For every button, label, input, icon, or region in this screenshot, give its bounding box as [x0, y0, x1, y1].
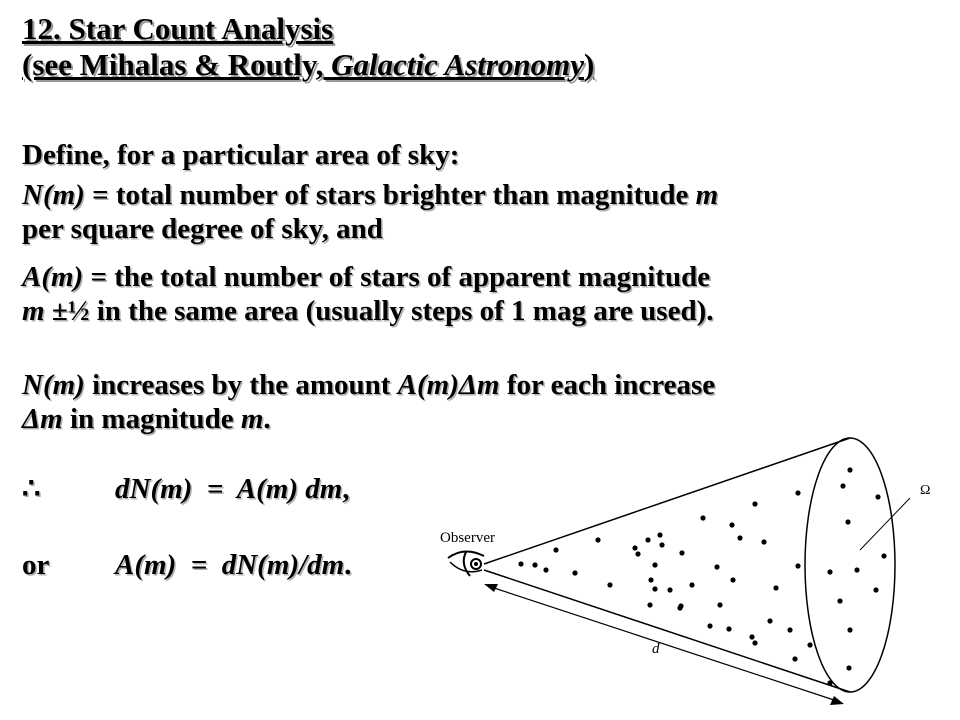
star-dot	[795, 563, 800, 568]
nm-definition-line2: per square degree of sky, and	[22, 213, 383, 245]
equation-1	[22, 472, 350, 506]
star-dot	[518, 561, 523, 566]
star-dot	[707, 623, 712, 628]
star-dot	[737, 535, 742, 540]
star-dot	[677, 605, 682, 610]
star-count-cone-diagram	[430, 430, 950, 715]
slide-subtitle	[22, 48, 594, 81]
am-definition-line1	[22, 260, 710, 294]
star-dot	[667, 587, 672, 592]
star-dot	[827, 569, 832, 574]
star-dot	[840, 483, 845, 488]
solid-angle-label: Ω	[920, 483, 931, 498]
star-dot	[873, 587, 878, 592]
increase-text-a: increases by the amount	[84, 369, 398, 401]
star-dot	[714, 564, 719, 569]
star-dot	[726, 626, 731, 631]
star-dot	[729, 522, 734, 527]
equation-2-expression: A(m) = dN(m)/dm	[115, 549, 345, 581]
star-dot	[761, 539, 766, 544]
equation-2-or: or	[22, 549, 50, 581]
star-dot	[652, 586, 657, 591]
increase-delta-m: Δm	[22, 403, 63, 435]
star-dot	[700, 515, 705, 520]
increase-symbol: N(m)	[22, 369, 85, 401]
equation-1-comma: ,	[342, 473, 350, 505]
nm-symbol: N(m)	[22, 179, 85, 211]
star-dot	[847, 627, 852, 632]
star-dot	[648, 577, 653, 582]
slide-title	[22, 12, 333, 45]
star-dot	[749, 634, 754, 639]
star-dot	[807, 642, 812, 647]
equation-1-expression: dN(m) = A(m) dm	[115, 473, 343, 505]
eye-icon	[448, 551, 484, 576]
star-dot	[847, 467, 852, 472]
star-dot	[881, 553, 886, 558]
cone-base-ellipse	[805, 438, 895, 692]
increase-period: .	[263, 403, 271, 435]
star-dot	[792, 656, 797, 661]
star-dot	[607, 582, 612, 587]
cone-lower-edge	[484, 570, 850, 692]
star-dot	[767, 618, 772, 623]
star-dot	[572, 570, 577, 575]
star-dot	[787, 627, 792, 632]
title-line-1: 12. Star Count Analysis	[22, 11, 334, 46]
star-dot	[595, 537, 600, 542]
star-dot	[645, 537, 650, 542]
equation-2	[22, 548, 352, 582]
star-dot	[837, 598, 842, 603]
star-dot	[717, 602, 722, 607]
solid-angle-pointer	[860, 498, 910, 550]
subtitle-suffix: )	[584, 47, 595, 82]
nm-variable: m	[695, 179, 719, 211]
star-dot	[647, 602, 652, 607]
am-definition-text: = the total number of stars of apparent magnitude	[83, 261, 711, 293]
star-dot	[657, 532, 662, 537]
definition-intro: Define, for a particular area of sky:	[22, 139, 460, 171]
star-dot	[795, 490, 800, 495]
increase-text-c: in magnitude	[62, 403, 241, 435]
increase-variable: m	[240, 403, 264, 435]
nm-definition-text: = total number of stars brighter than magnitude	[84, 179, 696, 211]
nm-definition-line1	[22, 178, 718, 212]
increase-expression: A(m)Δm	[397, 369, 500, 401]
star-dot	[827, 680, 832, 685]
am-symbol: A(m)	[22, 261, 84, 293]
star-dot	[543, 567, 548, 572]
subtitle-book-title: Galactic Astronomy	[331, 47, 584, 82]
subtitle-prefix: (see Mihalas & Routly,	[22, 47, 332, 82]
therefore-symbol: ∴	[22, 473, 41, 505]
increase-text-b: for each increase	[499, 369, 716, 401]
am-variable: m	[22, 295, 45, 327]
distance-label: d	[652, 641, 660, 657]
star-field	[518, 467, 886, 685]
distance-arrow	[484, 584, 844, 705]
star-dot	[875, 494, 880, 499]
star-dot	[689, 582, 694, 587]
star-dot	[730, 577, 735, 582]
star-dot	[659, 542, 664, 547]
star-dot	[553, 547, 558, 552]
star-dot	[632, 545, 637, 550]
star-dot	[652, 562, 657, 567]
star-dot	[773, 585, 778, 590]
star-dot	[752, 501, 757, 506]
increase-line1	[22, 368, 715, 402]
am-definition-line2	[22, 294, 714, 328]
star-dot	[532, 562, 537, 567]
star-dot	[635, 551, 640, 556]
observer-label: Observer	[440, 530, 495, 546]
star-dot	[845, 519, 850, 524]
am-definition-rest: ±½ in the same area (usually steps of 1 mag are used).	[44, 295, 714, 327]
equation-2-period: .	[344, 549, 352, 581]
star-dot	[846, 665, 851, 670]
star-dot	[679, 550, 684, 555]
star-dot	[752, 640, 757, 645]
increase-line2	[22, 402, 271, 436]
star-dot	[854, 567, 859, 572]
cone-upper-edge	[484, 438, 850, 564]
